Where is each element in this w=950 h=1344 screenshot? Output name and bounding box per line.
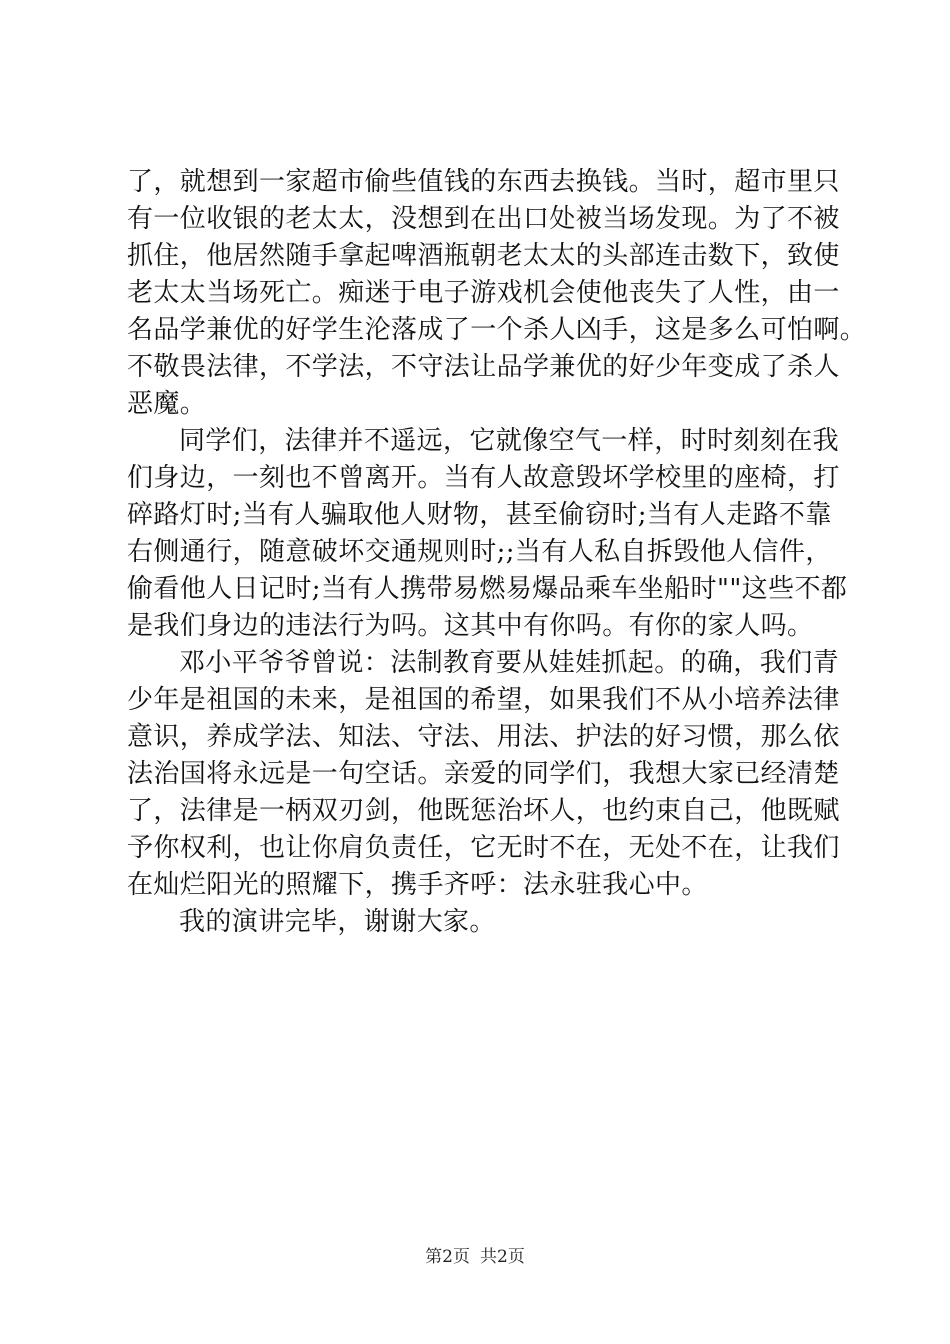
text-line: 老太太当场死亡。痴迷于电子游戏机会使他丧失了人性，由一 bbox=[127, 278, 840, 308]
paragraph-start-line: 我的演讲完毕，谢谢大家。 bbox=[179, 907, 496, 937]
text-line: 在灿烂阳光的照耀下，携手齐呼：法永驻我心中。 bbox=[127, 870, 708, 900]
text-line: 右侧通行，随意破坏交通规则时;;当有人私自拆毁他人信件， bbox=[127, 537, 832, 567]
text-line: 们身边，一刻也不曾离开。当有人故意毁坏学校里的座椅，打 bbox=[127, 463, 840, 493]
page-total: 共2页 bbox=[480, 1247, 525, 1267]
text-line: 偷看他人日记时;当有人携带易燃易爆品乘车坐船时""这些不都 bbox=[127, 574, 848, 604]
text-line: 予你权利，也让你肩负责任，它无时不在，无处不在，让我们 bbox=[127, 833, 840, 863]
text-line: 意识，养成学法、知法、守法、用法、护法的好习惯，那么依 bbox=[127, 722, 840, 752]
page-number: 第2页 bbox=[425, 1247, 470, 1267]
text-line: 了，就想到一家超市偷些值钱的东西去换钱。当时，超市里只 bbox=[127, 167, 840, 197]
text-line: 恶魔。 bbox=[127, 389, 207, 419]
text-line: 是我们身边的违法行为吗。这其中有你吗。有你的家人吗。 bbox=[127, 611, 814, 641]
text-line: 有一位收银的老太太，没想到在出口处被当场发现。为了不被 bbox=[127, 204, 840, 234]
page-footer bbox=[0, 1242, 950, 1267]
text-line: 少年是祖国的未来，是祖国的希望，如果我们不从小培养法律 bbox=[127, 685, 840, 715]
text-line: 法治国将永远是一句空话。亲爱的同学们，我想大家已经清楚 bbox=[127, 759, 840, 789]
text-line: 碎路灯时;当有人骗取他人财物，甚至偷窃时;当有人走路不靠 bbox=[127, 500, 832, 530]
paragraph-start-line: 邓小平爷爷曾说：法制教育要从娃娃抓起。的确，我们青 bbox=[179, 648, 840, 678]
text-line: 了，法律是一柄双刃剑，他既惩治坏人，也约束自己，他既赋 bbox=[127, 796, 840, 826]
speech-body bbox=[127, 164, 867, 941]
text-line: 名品学兼优的好学生沦落成了一个杀人凶手，这是多么可怕啊。 bbox=[127, 315, 867, 345]
text-line: 抓住，他居然随手拿起啤酒瓶朝老太太的头部连击数下，致使 bbox=[127, 241, 840, 271]
text-line: 不敬畏法律，不学法，不守法让品学兼优的好少年变成了杀人 bbox=[127, 352, 840, 382]
paragraph-start-line: 同学们，法律并不遥远，它就像空气一样，时时刻刻在我 bbox=[179, 426, 840, 456]
